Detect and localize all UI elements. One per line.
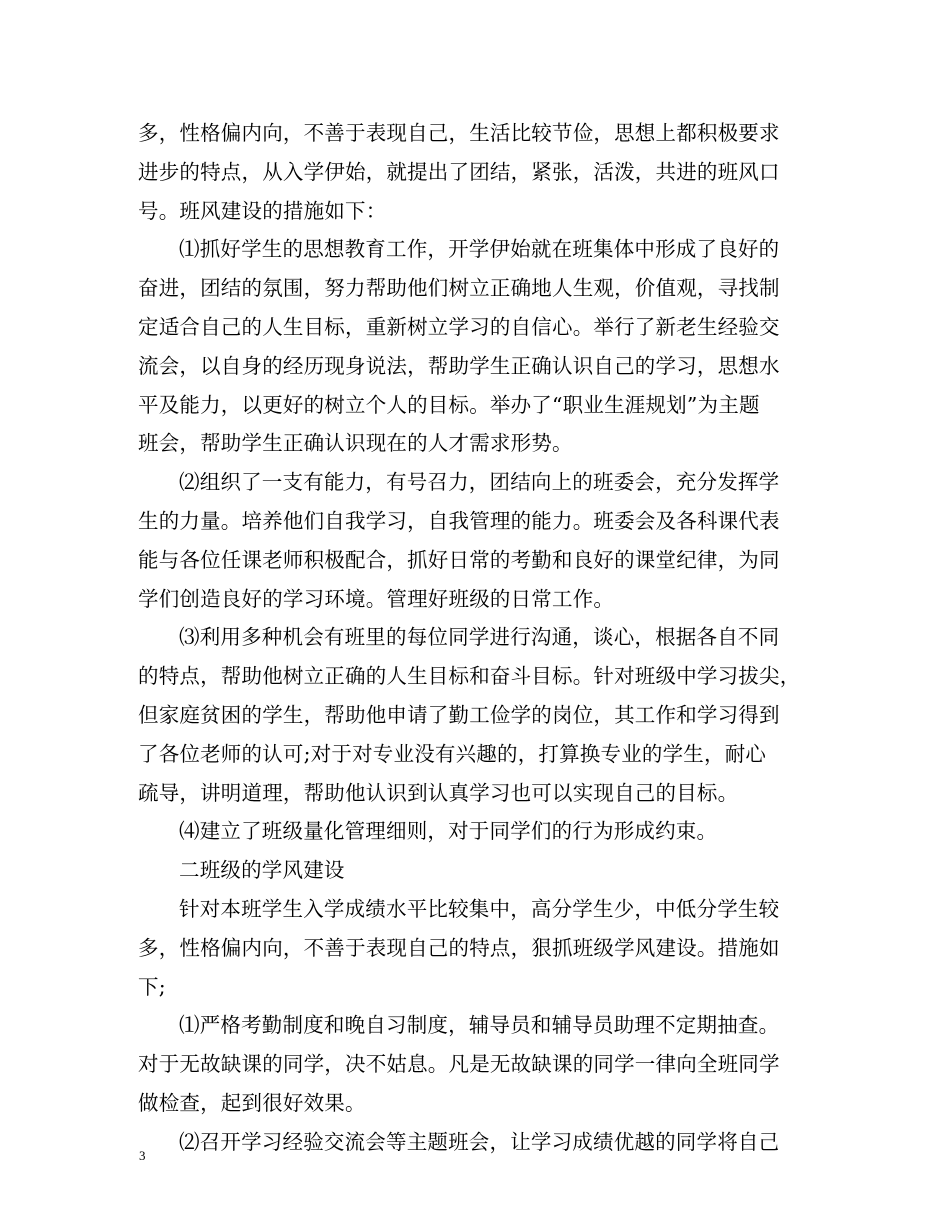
text-line: 对于无故缺课的同学，决不姑息。凡是无故缺课的同学一律向全班同学 xyxy=(138,1052,780,1077)
text-line: ⑴严格考勤制度和晚自习制度，辅导员和辅导员助理不定期抽查。 xyxy=(179,1013,780,1038)
text-line: 奋进，团结的氛围，努力帮助他们树立正确地人生观，价值观，寻找制 xyxy=(138,276,780,301)
text-line: 生的力量。培养他们自我学习，自我管理的能力。班委会及各科课代表 xyxy=(138,508,780,533)
text-line: ⑶利用多种机会有班里的每位同学进行沟通，谈心，根据各自不同 xyxy=(179,625,780,650)
text-line: 进步的特点，从入学伊始，就提出了团结，紧张，活泼，共进的班风口 xyxy=(138,159,780,184)
text-line: 流会，以自身的经历现身说法，帮助学生正确认识自己的学习，思想水 xyxy=(138,353,780,378)
text-line: ⑴抓好学生的思想教育工作，开学伊始就在班集体中形成了良好的 xyxy=(179,237,780,262)
text-line: 班会，帮助学生正确认识现在的人才需求形势。 xyxy=(138,431,573,456)
text-line: 多，性格偏内向，不善于表现自己，生活比较节俭，思想上都积极要求 xyxy=(138,121,780,145)
page-number: 3 xyxy=(139,1148,146,1163)
text-line: 平及能力，以更好的树立个人的目标。举办了“职业生涯规划”为主题 xyxy=(138,392,760,417)
text-line: ⑵组织了一支有能力，有号召力，团结向上的班委会，充分发挥学 xyxy=(179,470,780,495)
text-line: ⑷建立了班级量化管理细则，对于同学们的行为形成约束。 xyxy=(179,819,718,844)
text-line: 二班级的学风建设 xyxy=(179,858,345,883)
text-line: 能与各位任课老师积极配合，抓好日常的考勤和良好的课堂纪律，为同 xyxy=(138,547,780,572)
text-line: 多，性格偏内向，不善于表现自己的特点，狠抓班级学风建设。措施如 xyxy=(138,935,780,960)
text-line: 但家庭贫困的学生，帮助他申请了勤工俭学的岗位，其工作和学习得到 xyxy=(138,702,780,727)
document-body xyxy=(138,114,818,1162)
text-line: 学们创造良好的学习环境。管理好班级的日常工作。 xyxy=(138,586,615,611)
text-line: 针对本班学生入学成绩水平比较集中，高分学生少，中低分学生较 xyxy=(179,896,780,921)
text-line: 定适合自己的人生目标，重新树立学习的自信心。举行了新老生经验交 xyxy=(138,314,780,339)
text-line: 做检查，起到很好效果。 xyxy=(138,1090,366,1115)
text-line: 疏导，讲明道理，帮助他认识到认真学习也可以实现自己的目标。 xyxy=(138,780,739,805)
text-line: 号。班风建设的措施如下： xyxy=(138,198,387,223)
text-line: 的特点，帮助他树立正确的人生目标和奋斗目标。针对班级中学习拔尖， xyxy=(138,664,801,689)
text-line: ⑵召开学习经验交流会等主题班会，让学习成绩优越的同学将自己 xyxy=(179,1129,780,1154)
text-line: 下; xyxy=(138,974,166,999)
text-line: 了各位老师的认可;对于对专业没有兴趣的，打算换专业的学生，耐心 xyxy=(138,741,767,766)
